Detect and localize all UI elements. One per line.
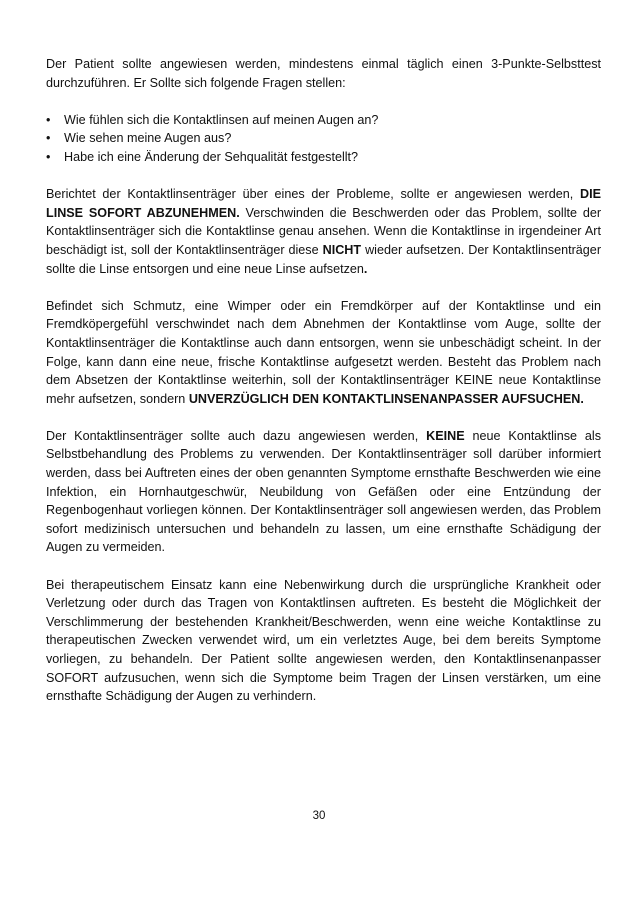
emphasis-keine: KEINE: [426, 428, 465, 443]
list-item-text: Wie fühlen sich die Kontaktlinsen auf meinen Augen an?: [64, 112, 379, 127]
paragraph-foreign-body: [46, 297, 601, 409]
list-item-text: Habe ich eine Änderung der Sehqualität festgestellt?: [64, 149, 359, 164]
list-item-text: Wie sehen meine Augen aus?: [64, 131, 232, 146]
text-segment: Verschwinden die Beschwerden oder das Problem, sollte der Kontaktlinsenträger sich die Kontaktlinse genau ansehen. Wenn die Kontaktlinse in irgendeiner Art beschädigt ist, soll der Kontaktlinsenträger diese: [46, 205, 602, 257]
text-segment: neue Kontaktlinse als Selbstbehandlung des Problems zu verwenden. Der Kontaktlinsenträger soll darüber informiert werden, dass bei Auftreten eines der oben genannten Symptome ernsthafte Beschwerden wie eine Infektion, ein Hornhautgeschwür, Neubildung von Gefäßen oder eine Entzündung der Regenbogenhaut vorliegen können. Der Kontaktlinsenträger soll angewiesen werden, das Problem sofort medizinisch untersuchen und behandeln zu lassen, um eine ernsthafte Schädigung der Augen zu vermeiden.: [46, 428, 602, 555]
document-page: [46, 55, 601, 724]
paragraph-self-test: Der Patient sollte angewiesen werden, mindestens einmal täglich einen 3-Punkte-Selbsttest durchzuführen. Er Sollte sich folgende Fragen stellen:: [46, 57, 601, 90]
text-segment: Befindet sich Schmutz, eine Wimper oder ein Fremdkörper auf der Kontaktlinse und ein Fremdköpergefühl verschwindet nach dem Abnehmen der Kontaktlinse vom Auge, sollte der Kontaktlinsenträger die Kontaktlinse auch dann entsorgen, wenn sie unbeschädigt scheint. In der Folge, kann dann eine neue, frische Kontaktlinse aufgesetzt werden. Besteht das Problem nach dem Absetzen der Kontaktlinse weiterhin, soll der Kontaktlinsenträger KEINE neue Kontaktlinse mehr aufsetzen, sondern: [46, 298, 601, 406]
bullet-icon: •: [46, 112, 51, 127]
list-item: [46, 111, 601, 130]
text-segment: wieder aufsetzen. Der Kontaktlinsenträger sollte die Linse entsorgen und eine neue Linse aufsetzen: [46, 242, 602, 276]
emphasis-period: .: [363, 261, 368, 276]
paragraph-remove-lens: [46, 185, 601, 278]
list-item: [46, 148, 601, 167]
emphasis-remove-lens: DIE LINSE SOFORT ABZUNEHMEN.: [46, 187, 601, 220]
bullet-icon: •: [46, 131, 51, 146]
paragraph-therapeutic-use: Bei therapeutischem Einsatz kann eine Nebenwirkung durch die ursprüngliche Krankheit oder Verletzung oder durch das Tragen von Kontaktlinsen auftreten. Es besteht die Möglichkeit der Verschlimmerung der bestehenden Krankheit/Beschwerden, wenn eine weiche Kontaktlinse zu therapeutischen Zwecken verwendet wird, um ein verletztes Auge, bei dem bereits Symptome vorliegen, zu behandeln. Der Patient sollte angewiesen werden, den Kontaktlinsenanpasser SOFORT aufzusuchen, wenn sich die Symptome beim Tragen der Linsen verstärken, um eine ernsthafte Schädigung der Augen zu verhindern.: [46, 577, 601, 704]
page-number: 30: [312, 810, 326, 822]
bullet-icon: •: [46, 149, 51, 164]
question-list: [46, 111, 601, 167]
list-item: [46, 129, 601, 148]
paragraph-no-self-treatment: [46, 427, 601, 557]
text-segment: Der Kontaktlinsenträger sollte auch dazu angewiesen werden,: [46, 428, 419, 443]
emphasis-see-fitter: UNVERZÜGLICH DEN KONTAKTLINSENANPASSER AUFSUCHEN.: [188, 391, 584, 406]
text-segment: Berichtet der Kontaktlinsenträger über eines der Probleme, sollte er angewiesen werden,: [46, 187, 574, 202]
emphasis-not: NICHT: [322, 242, 362, 257]
